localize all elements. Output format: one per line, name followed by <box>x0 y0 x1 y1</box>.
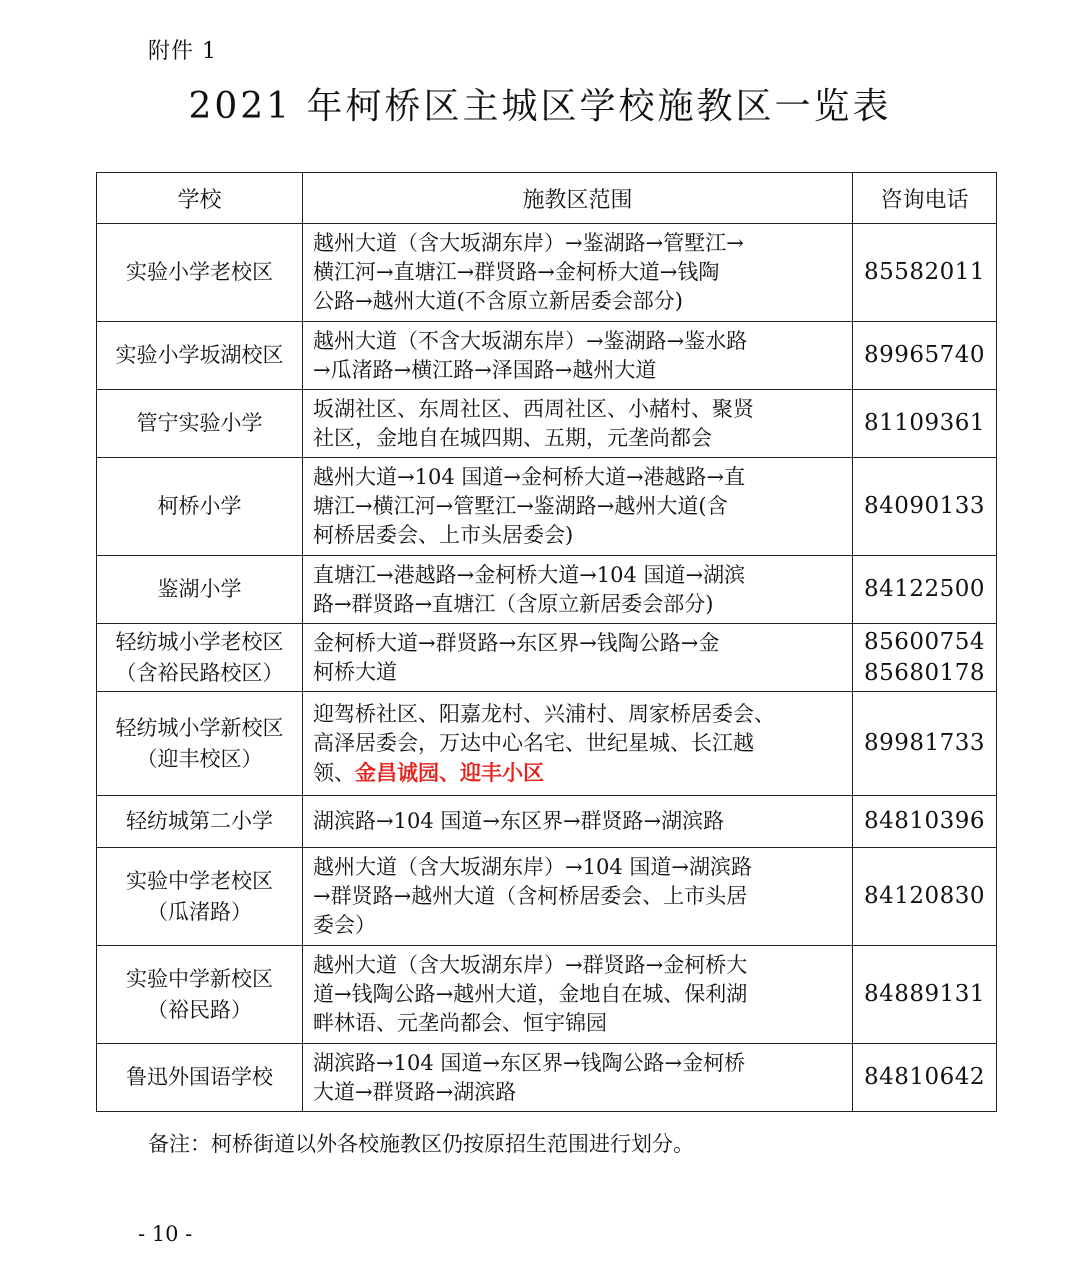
phone-number: 84889131 <box>863 981 986 1007</box>
phone-number: 81109361 <box>863 410 986 436</box>
footnote: 备注：柯桥街道以外各校施教区仍按原招生范围进行划分。 <box>148 1132 694 1156</box>
phone-number: 84090133 <box>863 493 986 519</box>
school-name: 轻纺城小学新校区 <box>115 715 284 740</box>
table-row <box>97 390 997 458</box>
table-row <box>97 946 997 1044</box>
school-campus-note: （裕民路） <box>147 997 252 1022</box>
column-header-phone: 咨询电话 <box>853 173 997 224</box>
phone-cell <box>853 1044 997 1112</box>
school-campus-note: （迎丰校区） <box>136 746 263 771</box>
range-line: 大道→群贤路→湖滨路 <box>313 1079 517 1104</box>
range-line: 迎驾桥社区、阳嘉龙村、兴浦村、周家桥居委会、 <box>313 701 775 726</box>
phone-cell <box>853 322 997 390</box>
range-line: 横江河→直塘江→群贤路→金柯桥大道→钱陶 <box>313 260 720 284</box>
range-line: 委会） <box>313 913 376 937</box>
phone-cell <box>853 692 997 796</box>
attachment-label: 附件 1 <box>148 39 217 64</box>
page-number: - 10 - <box>138 1222 193 1246</box>
school-name: 实验小学坂湖校区 <box>115 343 284 367</box>
phone-cell <box>853 458 997 556</box>
school-cell <box>97 390 303 458</box>
school-name: 鉴湖小学 <box>157 577 242 601</box>
range-cell <box>303 458 853 556</box>
phone-number: 85680178 <box>863 659 986 686</box>
phone-cell <box>853 796 997 848</box>
range-line: 越州大道→104 国道→金柯桥大道→港越路→直 <box>313 465 746 489</box>
phone-cell <box>853 624 997 692</box>
table-row <box>97 624 997 692</box>
range-line: 越州大道（含大坂湖东岸）→104 国道→湖滨路 <box>313 855 752 879</box>
phone-number: 84120830 <box>863 883 986 909</box>
range-line: 社区，金地自在城四期、五期，元垄尚都会 <box>313 425 712 450</box>
school-cell <box>97 1044 303 1112</box>
table-row <box>97 692 997 796</box>
phone-number: 84810396 <box>863 808 986 834</box>
table-row <box>97 556 997 624</box>
range-line: 湖滨路→104 国道→东区界→钱陶公路→金柯桥 <box>313 1050 746 1075</box>
school-cell <box>97 692 303 796</box>
range-cell <box>303 692 853 796</box>
range-line: 道→钱陶公路→越州大道，金地自在城、保利湖 <box>313 982 748 1006</box>
phone-number: 85582011 <box>863 259 986 285</box>
school-name: 管宁实验小学 <box>136 411 263 435</box>
document-title: 2021 年柯桥区主城区学校施教区一览表 <box>188 86 892 127</box>
school-cell <box>97 224 303 322</box>
school-name: 实验中学新校区 <box>126 966 273 991</box>
range-line: 金柯桥大道→群贤路→东区界→钱陶公路→金 <box>313 630 720 655</box>
school-name: 实验小学老校区 <box>126 260 273 284</box>
table-row <box>97 322 997 390</box>
school-cell <box>97 458 303 556</box>
school-cell <box>97 556 303 624</box>
range-text: 领、 <box>313 760 355 785</box>
phone-number: 89965740 <box>863 342 986 368</box>
table-row <box>97 796 997 848</box>
range-cell <box>303 224 853 322</box>
phone-cell <box>853 556 997 624</box>
column-header-school: 学校 <box>97 173 303 224</box>
range-line: 畔林语、元垄尚都会、恒宇锦园 <box>313 1011 607 1035</box>
school-campus-note: （瓜渚路） <box>147 899 252 924</box>
range-line: 高泽居委会，万达中心名宅、世纪星城、长江越 <box>313 730 754 755</box>
phone-cell <box>853 390 997 458</box>
range-line: 越州大道（不含大坂湖东岸）→鉴湖路→鉴水路 <box>313 328 748 353</box>
school-name: 轻纺城第二小学 <box>126 809 273 833</box>
school-name: 轻纺城小学老校区 <box>115 629 284 654</box>
range-line: →瓜渚路→横江路→泽国路→越州大道 <box>313 357 657 382</box>
school-cell <box>97 848 303 946</box>
range-cell <box>303 390 853 458</box>
range-cell <box>303 556 853 624</box>
range-cell <box>303 624 853 692</box>
range-cell <box>303 322 853 390</box>
school-cell <box>97 322 303 390</box>
range-line: 越州大道（含大坂湖东岸）→群贤路→金柯桥大 <box>313 953 748 977</box>
phone-cell <box>853 946 997 1044</box>
range-line: 路→群贤路→直塘江（含原立新居委会部分) <box>313 591 714 616</box>
table-row <box>97 848 997 946</box>
phone-number: 84810642 <box>863 1064 986 1090</box>
phone-cell <box>853 848 997 946</box>
range-line: 坂湖社区、东周社区、西周社区、小赭村、聚贤 <box>313 396 754 421</box>
school-campus-note: （含裕民路校区） <box>115 660 284 685</box>
school-name: 柯桥小学 <box>157 494 242 518</box>
range-cell <box>303 848 853 946</box>
school-cell <box>97 946 303 1044</box>
range-line: 直塘江→港越路→金柯桥大道→104 国道→湖滨 <box>313 562 746 587</box>
highlighted-range-text: 金昌诚园、迎丰小区 <box>355 759 544 785</box>
school-district-table <box>96 172 997 1112</box>
phone-number: 85600754 <box>863 628 986 655</box>
range-cell <box>303 796 853 848</box>
school-cell <box>97 796 303 848</box>
range-line: 越州大道（含大坂湖东岸）→鉴湖路→管墅江→ <box>313 231 744 255</box>
range-line: 柯桥居委会、上市头居委会) <box>313 523 574 547</box>
range-line: →群贤路→越州大道（含柯桥居委会、上市头居 <box>313 884 748 908</box>
table-row <box>97 458 997 556</box>
phone-number: 84122500 <box>863 576 986 602</box>
range-line: 公路→越州大道(不含原立新居委会部分) <box>313 289 683 313</box>
range-cell <box>303 1044 853 1112</box>
range-line: 湖滨路→104 国道→东区界→群贤路→湖滨路 <box>313 809 725 833</box>
phone-number: 89981733 <box>863 730 986 756</box>
column-header-range: 施教区范围 <box>303 173 853 224</box>
range-line: 塘江→横江河→管墅江→鉴湖路→越州大道(含 <box>313 494 728 518</box>
school-name: 实验中学老校区 <box>126 868 273 893</box>
table-header-row <box>97 173 997 224</box>
school-cell <box>97 624 303 692</box>
phone-cell <box>853 224 997 322</box>
range-line: 柯桥大道 <box>313 659 397 684</box>
table-row <box>97 224 997 322</box>
table-row <box>97 1044 997 1112</box>
range-cell <box>303 946 853 1044</box>
range-line <box>313 758 846 788</box>
school-name: 鲁迅外国语学校 <box>126 1065 273 1089</box>
